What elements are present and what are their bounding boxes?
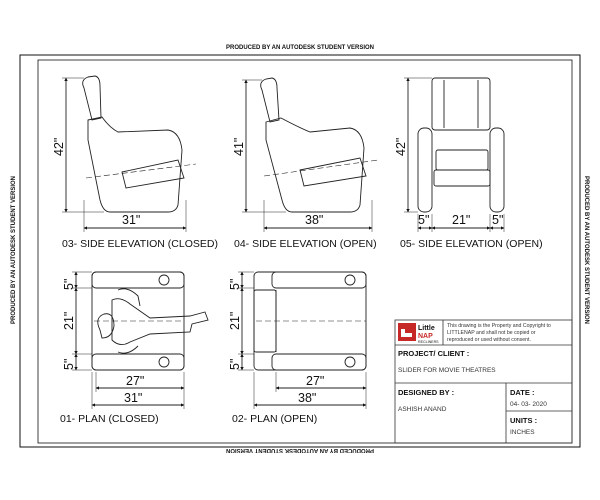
designed-value: ASHISH ANAND	[398, 406, 447, 413]
logo-word1: Little	[418, 325, 435, 332]
dim-height-closed: 42"	[52, 137, 66, 156]
dim-plan-closed-top: 5"	[62, 278, 76, 290]
dim-height-open: 41"	[232, 137, 246, 156]
dim-plan-closed-mid: 21"	[62, 311, 76, 330]
dim-plan-closed-outer: 31"	[124, 391, 143, 405]
label-side-elevation-open: 04- SIDE ELEVATION (OPEN)	[234, 238, 377, 250]
watermark-right: PRODUCED BY AN AUTODESK STUDENT VERSION	[583, 175, 589, 325]
littlenap-logo	[398, 323, 439, 344]
dim-width-open: 38"	[305, 213, 324, 227]
designed-label: DESIGNED BY :	[398, 388, 455, 397]
units-label: UNITS :	[510, 416, 538, 425]
dim-front-mid: 21"	[452, 213, 471, 227]
inner-border	[38, 60, 572, 443]
watermark-bottom: PRODUCED BY AN AUTODESK STUDENT VERSION	[225, 447, 375, 453]
view-plan-closed	[72, 272, 208, 409]
notice-line-1: This drawing is the Property and Copyright to	[447, 323, 551, 329]
notice-line-2: LITTLENAP and shall not be copied or	[447, 330, 536, 336]
dim-plan-open-top: 5"	[228, 278, 242, 290]
project-value: SLIDER FOR MOVIE THEATRES	[398, 367, 496, 374]
logo-sub: RECLINERS	[418, 340, 439, 344]
watermark-left: PRODUCED BY AN AUTODESK STUDENT VERSION	[11, 175, 17, 325]
dim-plan-open-mid: 21"	[228, 311, 242, 330]
notice-line-3: reproduced or used without consent.	[447, 337, 531, 343]
date-label: DATE :	[510, 388, 535, 397]
label-side-elevation-closed: 03- SIDE ELEVATION (CLOSED)	[62, 238, 218, 250]
dim-front-left: 5"	[418, 213, 430, 227]
label-front-elevation-open: 05- SIDE ELEVATION (OPEN)	[400, 238, 543, 250]
dim-plan-closed-bot: 5"	[62, 358, 76, 370]
dim-plan-closed-inner: 27"	[126, 374, 145, 388]
dim-height-front: 42"	[394, 137, 408, 156]
project-label: PROJECT/ CLIENT :	[398, 349, 470, 358]
units-value: INCHES	[510, 429, 535, 436]
dim-plan-open-inner: 27"	[306, 374, 325, 388]
label-plan-closed: 01- PLAN (CLOSED)	[60, 413, 159, 425]
date-value: 04- 03- 2020	[510, 401, 547, 408]
dim-plan-open-bot: 5"	[228, 358, 242, 370]
logo-word2: NAP	[418, 333, 433, 340]
watermark-top: PRODUCED BY AN AUTODESK STUDENT VERSION	[225, 45, 375, 51]
view-side-elevation-closed	[62, 76, 196, 232]
view-front-elevation-open	[404, 78, 504, 232]
label-plan-open: 02- PLAN (OPEN)	[232, 413, 318, 425]
view-side-elevation-open	[242, 78, 378, 232]
view-plan-open	[238, 272, 366, 409]
dim-front-right: 5"	[492, 213, 504, 227]
dim-width-closed: 31"	[122, 213, 141, 227]
dim-plan-open-outer: 38"	[298, 391, 317, 405]
